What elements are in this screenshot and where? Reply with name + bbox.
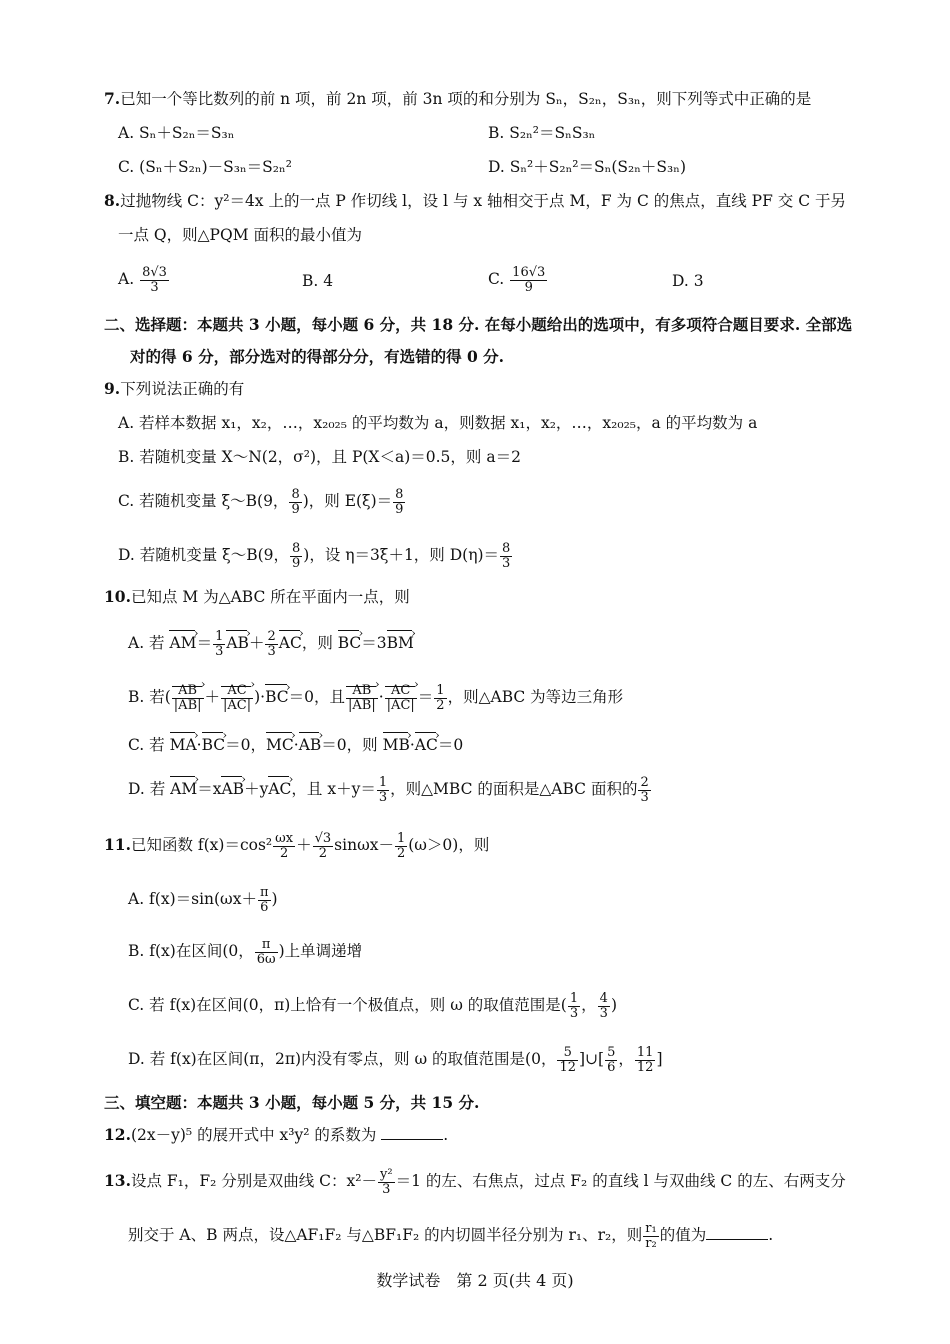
fraction: [172, 684, 204, 712]
denominator: 3: [502, 555, 511, 571]
q8-stem-line1: [104, 190, 846, 212]
text: ，则: [301, 634, 338, 652]
denominator: 3: [569, 1005, 579, 1021]
q9-stem-line: [104, 378, 244, 400]
numerator: 8√3: [142, 265, 167, 280]
text: D. 若随机变量 ξ～B(9，: [118, 546, 289, 565]
numerator: √3: [314, 831, 332, 846]
text: ＝0: [437, 736, 464, 754]
numerator: 8: [395, 487, 404, 502]
text: ＝3: [361, 634, 387, 652]
answer-blank[interactable]: [706, 1225, 768, 1240]
question-stem: 下列说法正确的有: [120, 380, 245, 398]
denominator: 6ω: [256, 951, 276, 967]
text: A. f(x)＝sin(ωx＋: [128, 890, 257, 909]
denominator: 3: [382, 1181, 391, 1197]
text: ＝: [417, 688, 434, 706]
text: ＋y: [244, 780, 269, 798]
numerator: 11: [636, 1045, 654, 1060]
numerator: 2: [267, 628, 276, 644]
denominator: 2: [436, 697, 445, 713]
q10-option-a: [128, 628, 414, 658]
q10-stem-line: [104, 586, 410, 608]
fraction: [557, 1046, 578, 1074]
denominator: 2: [396, 845, 406, 861]
denominator: 9: [292, 555, 301, 571]
numerator: 8: [292, 541, 301, 556]
fraction: [385, 684, 417, 712]
q10-option-c: [128, 730, 463, 756]
numerator: 5: [607, 1045, 616, 1060]
numerator: y²: [380, 1167, 393, 1182]
vector: MB ›: [383, 730, 410, 756]
denominator: 6: [260, 899, 269, 915]
text: sinωx－: [334, 836, 394, 855]
text: ·: [409, 736, 415, 754]
vector: BC ›: [265, 682, 289, 708]
text: 设点 F₁，F₂ 分别是双曲线 C：x²－: [130, 1172, 378, 1191]
fraction: [395, 832, 407, 860]
denominator: 2: [279, 845, 289, 861]
q8-option-c: [488, 266, 548, 294]
q7-option-b: B. S₂ₙ²＝SₙS₃ₙ: [488, 124, 596, 142]
text: ，则△MBC 的面积是△ABC 面积的: [390, 780, 638, 798]
vector: MC ›: [266, 730, 294, 756]
option-label: A.: [118, 270, 135, 289]
fraction: [500, 542, 512, 570]
fraction: [635, 1046, 656, 1074]
denominator: 3: [267, 643, 276, 659]
text: ): [271, 890, 278, 909]
answer-blank[interactable]: [381, 1125, 443, 1140]
text: ]∪[: [579, 1050, 605, 1069]
denominator: 3: [215, 643, 224, 659]
text: B. 若(: [128, 688, 171, 706]
text: B. f(x)在区间(0，: [128, 942, 254, 961]
text: ，且 x＋y＝: [291, 780, 376, 798]
q11-option-c: [128, 992, 617, 1020]
section-2-heading-cont: 对的得 6 分，部分选对的得部分分，有选错的得 0 分.: [130, 347, 505, 366]
page-footer: 数学试卷 第 2 页(共 4 页): [376, 1271, 574, 1290]
q11-option-b: [128, 938, 362, 966]
vector: BM ›: [387, 628, 414, 654]
text: ＝0，且: [288, 688, 346, 706]
question-number: 11.: [104, 835, 131, 855]
numerator: 2: [640, 774, 649, 790]
fraction: [434, 684, 446, 712]
vector: AB ›: [221, 774, 244, 800]
text: ＝: [196, 634, 213, 652]
denominator: 9: [524, 279, 533, 295]
numerator: ωx: [275, 831, 294, 846]
text: ＝1 的左、右焦点，过点 F₂ 的直线 l 与双曲线 C 的左、右两支分: [395, 1172, 846, 1191]
fraction: [605, 1046, 617, 1074]
numerator: 8: [502, 541, 511, 556]
fraction: [378, 1168, 395, 1196]
option-label: C.: [488, 270, 505, 289]
text: C. 若随机变量 ξ～B(9，: [118, 492, 289, 511]
fraction: [377, 776, 389, 804]
fraction: [393, 488, 405, 516]
numerator: 1: [378, 774, 388, 790]
fraction: [289, 488, 301, 516]
denominator: |AB|: [348, 697, 376, 713]
question-stem: 过抛物线 C：y²＝4x 上的一点 P 作切线 l，设 l 与 x 轴相交于点 M，F 为 C 的焦点，直线 PF 交 C 于另: [120, 192, 846, 210]
q10-option-d: [128, 774, 652, 804]
fraction: [265, 630, 277, 658]
fraction: [255, 938, 278, 966]
denominator: 3: [640, 789, 649, 805]
q8-stem-line2: 一点 Q，则△PQM 面积的最小值为: [118, 226, 362, 244]
denominator: 12: [636, 1059, 654, 1075]
question-stem: (2x－y)⁵ 的展开式中 x³y² 的系数为: [130, 1126, 377, 1144]
numerator: r₁: [645, 1221, 657, 1236]
question-stem: 已知点 M 为△ABC 所在平面内一点，则: [130, 588, 410, 606]
text: A. 若: [128, 634, 170, 652]
q8-option-a: [118, 266, 170, 294]
text: )，设 η＝3ξ＋1，则 D(η)＝: [303, 546, 500, 565]
question-stem: 已知一个等比数列的前 n 项，前 2n 项，前 3n 项的和分别为 Sₙ，S₂ₙ，S₃ₙ，则下列等式中正确的是: [120, 90, 812, 108]
question-number: 7.: [104, 89, 121, 108]
q11-option-d: [128, 1046, 663, 1074]
text: ＝x: [197, 780, 222, 798]
question-number: 8.: [104, 191, 121, 210]
denominator: 3: [599, 1005, 608, 1021]
denominator: 3: [378, 789, 388, 805]
q9-option-c: [118, 488, 406, 516]
vector: AC ›: [268, 774, 291, 800]
vector: BC ›: [338, 628, 362, 654]
fraction: [273, 832, 295, 860]
numerator: 16√3: [512, 265, 546, 280]
text: ，: [618, 1050, 634, 1069]
q9-option-d: [118, 542, 513, 570]
denominator: r₂: [645, 1235, 657, 1251]
numerator: 4: [599, 991, 608, 1006]
fraction: [598, 992, 610, 1020]
fraction: [638, 776, 650, 804]
numerator: AC ›: [385, 684, 417, 699]
text: 别交于 A、B 两点，设△AF₁F₂ 与△BF₁F₂ 的内切圆半径分别为 r₁、r₂，则: [128, 1226, 643, 1245]
vector: BC ›: [202, 730, 226, 756]
text: D. 若 f(x)在区间(π，2π)内没有零点，则 ω 的取值范围是(0，: [128, 1050, 557, 1069]
q7-stem-line: [104, 88, 811, 110]
fraction: [313, 832, 334, 860]
q11-option-a: [128, 886, 278, 914]
text: ·: [378, 688, 384, 706]
question-number: 13.: [104, 1171, 131, 1191]
vector: MA ›: [170, 730, 197, 756]
q7-option-d: D. Sₙ²＋S₂ₙ²＝Sₙ(S₂ₙ＋S₃ₙ): [488, 158, 687, 176]
vector: AM ›: [170, 774, 197, 800]
numerator: AB ›: [346, 684, 378, 699]
text: ，则△ABC 为等边三角形: [447, 688, 624, 706]
text: D. 若: [128, 780, 171, 798]
denominator: 2: [318, 845, 328, 861]
q12-stem-line: [104, 1124, 448, 1146]
text: ): [610, 996, 617, 1015]
question-number: 12.: [104, 1125, 131, 1144]
fraction: [258, 886, 271, 914]
text: ·: [196, 736, 202, 754]
denominator: 12: [559, 1059, 577, 1075]
fraction: [221, 684, 253, 712]
numerator: AC ›: [221, 684, 253, 699]
q13-stem-line2: [128, 1222, 773, 1250]
numerator: 5: [557, 1046, 578, 1061]
denominator: 3: [150, 279, 159, 295]
q10-option-b: [128, 682, 623, 712]
fraction: [510, 266, 547, 294]
text: ＝0，则: [321, 736, 383, 754]
numerator: 1: [569, 991, 579, 1006]
numerator: π: [255, 938, 278, 953]
text: ，: [581, 996, 597, 1015]
text: ＝0，: [225, 736, 267, 754]
q9-option-a: A. 若样本数据 x₁，x₂，…，x₂₀₂₅ 的平均数为 a，则数据 x₁，x₂，…，x₂₀₂₅，a 的平均数为 a: [118, 414, 758, 432]
text: )，则 E(ξ)＝: [302, 492, 393, 511]
numerator: π: [259, 885, 269, 900]
q11-stem-line: [104, 832, 489, 860]
text: .: [443, 1126, 449, 1144]
text: 的值为: [659, 1226, 707, 1245]
denominator: 9: [291, 501, 300, 517]
vector: AC ›: [415, 730, 438, 756]
denominator: 9: [395, 501, 404, 517]
text: (ω＞0)，则: [408, 836, 490, 855]
denominator: |AC|: [223, 697, 252, 713]
text: .: [768, 1226, 774, 1245]
text: ＋: [204, 688, 221, 706]
numerator: 8: [291, 487, 300, 502]
denominator: |AC|: [386, 697, 415, 713]
numerator: 1: [436, 682, 445, 698]
text: 已知函数 f(x)＝cos²: [130, 836, 273, 855]
q7-option-a: A. Sₙ＋S₂ₙ＝S₃ₙ: [118, 124, 235, 142]
text: C. 若: [128, 736, 170, 754]
q8-option-b: B. 4: [302, 272, 334, 290]
text: ＋: [296, 836, 312, 855]
fraction: [568, 992, 580, 1020]
numerator: AB ›: [172, 684, 204, 699]
fraction: [346, 684, 378, 712]
q8-option-d: D. 3: [672, 272, 704, 290]
fraction: [643, 1222, 658, 1250]
fraction: [140, 266, 169, 294]
fraction: [290, 542, 302, 570]
vector: AC ›: [279, 628, 302, 654]
text: ]: [656, 1050, 663, 1069]
vector: AB ›: [226, 628, 249, 654]
text: ＋: [248, 634, 265, 652]
denominator: 6: [607, 1059, 616, 1075]
vector: AM ›: [169, 628, 196, 654]
fraction: [213, 630, 225, 658]
text: )·: [254, 688, 266, 706]
numerator: 1: [396, 831, 406, 846]
text: C. 若 f(x)在区间(0，π)上恰有一个极值点，则 ω 的取值范围是(: [128, 996, 567, 1015]
question-number: 10.: [104, 587, 131, 606]
q13-stem-line1: [104, 1168, 846, 1196]
text: ·: [293, 736, 299, 754]
numerator: 1: [215, 628, 224, 644]
q7-option-c: C. (Sₙ＋S₂ₙ)－S₃ₙ＝S₂ₙ²: [118, 158, 292, 176]
vector: AB ›: [299, 730, 322, 756]
question-number: 9.: [104, 379, 121, 398]
text: )上单调递增: [278, 942, 363, 961]
section-3-heading: 三、填空题：本题共 3 小题，每小题 5 分，共 15 分.: [104, 1093, 480, 1112]
denominator: |AB|: [173, 697, 202, 713]
section-2-heading: 二、选择题：本题共 3 小题，每小题 6 分，共 18 分. 在每小题给出的选项中，有多项符合题目要求. 全部选: [104, 315, 853, 334]
q9-option-b: B. 若随机变量 X～N(2，σ²)，且 P(X＜a)＝0.5，则 a＝2: [118, 448, 521, 466]
